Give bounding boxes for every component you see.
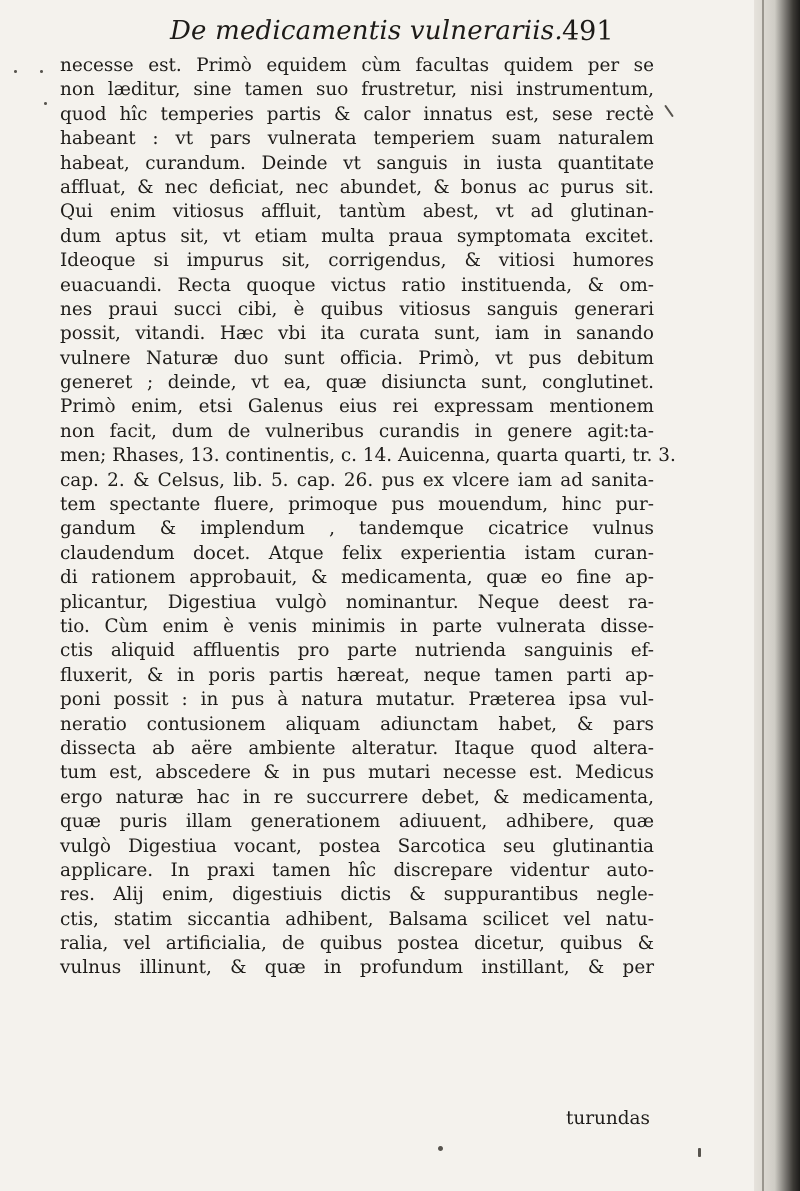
text-line: habeat, curandum. Deinde vt sanguis in iusta quantitate [60,152,654,174]
ink-speck [40,70,43,73]
text-line: nes praui succi cibi, è quibus vitiosus sanguis generari [60,298,654,320]
ink-speck [438,1146,443,1151]
text-line: tum est, abscedere & in pus mutari necesse est. Medicus [60,762,654,784]
text-line: necesse est. Primò equidem cùm facultas quidem per se [60,55,654,76]
text-line: habeant : vt pars vulnerata temperiem suam naturalem [60,128,654,150]
ink-speck [664,105,674,118]
binding-gutter [754,0,800,1191]
text-line: vulnus illinunt, & quæ in profundum instillant, & per [60,957,654,979]
text-line: ergo naturæ hac in re succurrere debet, & medicamenta, [60,786,654,808]
text-line: plicantur, Digestiua vulgò nominantur. Neque deest ra- [60,591,654,613]
text-line: Primò enim, etsi Galenus eius rei expressam mentionem [60,396,654,418]
text-line: poni possit : in pus à natura mutatur. Præterea ipsa vul- [60,689,654,711]
text-line: Qui enim vitiosus affluit, tantùm abest, vt ad glutinan- [60,201,654,223]
catchword: turundas [566,1108,650,1129]
running-title: De medicamentis vulnerariis. [170,16,563,46]
ink-speck [44,102,47,105]
text-line: ralia, vel artificialia, de quibus postea dicetur, quibus & [60,933,654,955]
text-line: claudendum docet. Atque felix experientia istam curan- [60,542,654,564]
text-line: applicare. In praxi tamen hîc discrepare videntur auto- [60,859,654,881]
ink-speck [14,70,17,73]
page-number: 491 [562,16,614,47]
text-line: generet ; deinde, vt ea, quæ disiuncta sunt, conglutinet. [60,372,654,394]
ink-speck [698,1148,701,1157]
text-line: non facit, dum de vulneribus curandis in genere agit:ta- [60,420,654,442]
text-line: dissecta ab aëre ambiente alteratur. Itaque quod altera- [60,737,654,759]
running-head [0,14,760,54]
text-line: affluat, & nec deficiat, nec abundet, & bonus ac purus sit. [60,176,654,198]
text-line: euacuandi. Recta quoque victus ratio instituenda, & om- [60,274,654,296]
text-line: non læditur, sine tamen suo frustretur, nisi instrumentum, [60,79,654,101]
text-line: Ideoque si impurus sit, corrigendus, & vitiosi humores [60,250,654,272]
text-line: vulnere Naturæ duo sunt officia. Primò, vt pus debitum [60,347,654,369]
text-line: tio. Cùm enim è venis minimis in parte vulnerata disse- [60,615,654,637]
text-line: ctis, statim siccantia adhibent, Balsama scilicet vel natu- [60,908,654,930]
text-line: quæ puris illam generationem adiuuent, adhibere, quæ [60,811,654,833]
text-line: dum aptus sit, vt etiam multa praua symptomata excitet. [60,225,654,247]
text-line: ctis aliquid affluentis pro parte nutrienda sanguinis ef- [60,640,654,662]
text-line: gandum & implendum , tandemque cicatrice vulnus [60,518,654,540]
text-line: possit, vitandi. Hæc vbi ita curata sunt, iam in sanando [60,323,654,345]
text-line: di rationem approbauit, & medicamenta, quæ eo fine ap- [60,567,654,589]
text-line: fluxerit, & in poris partis hæreat, neque tamen parti ap- [60,664,654,686]
text-line: vulgò Digestiua vocant, postea Sarcotica seu glutinantia [60,835,654,857]
text-line: neratio contusionem aliquam adiunctam habet, & pars [60,713,654,735]
text-line: quod hîc temperies partis & calor innatus est, sese rectè [60,103,654,125]
text-line: cap. 2. & Celsus, lib. 5. cap. 26. pus ex vlcere iam ad sanita- [60,469,654,491]
body-text [60,54,676,981]
text-line: res. Alij enim, digestiuis dictis & suppurantibus negle- [60,884,654,906]
text-line: tem spectante fluere, primoque pus mouendum, hinc pur- [60,494,654,516]
gutter-fold-line [762,0,764,1191]
text-line: men; Rhases, 13. continentis, c. 14. Auicenna, quarta quarti, tr. 3. [60,445,676,467]
